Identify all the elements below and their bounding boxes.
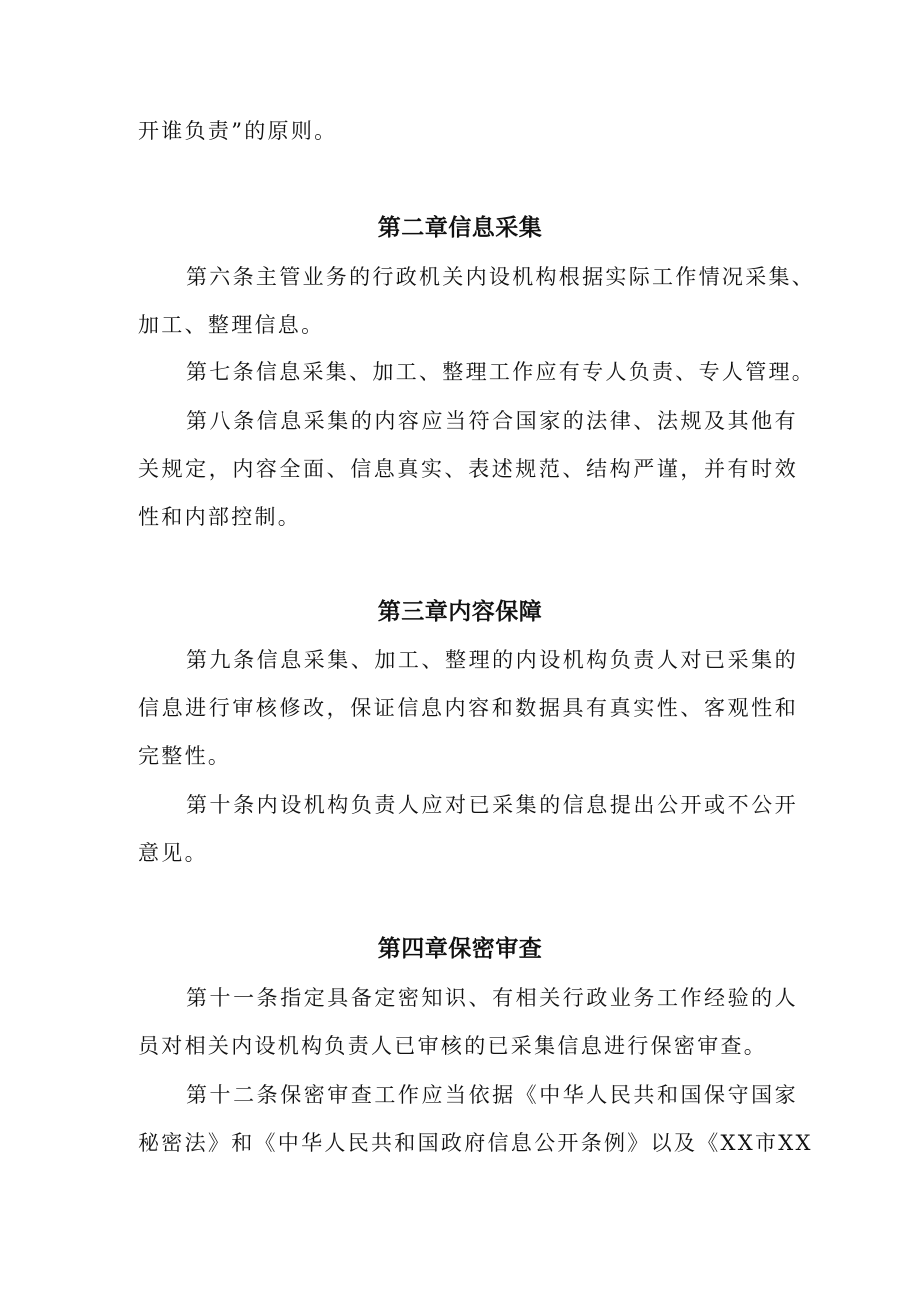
chapter-2-heading: 第二章信息采集: [377, 215, 543, 241]
article-8-line-3: 性和内部控制。: [138, 505, 302, 529]
article-8-line-2: 关规定，内容全面、信息真实、表述规范、结构严谨，并有时效: [138, 457, 798, 481]
article-8-line-1: 第八条信息采集的内容应当符合国家的法律、法规及其他有: [186, 409, 798, 433]
article-12-line-2: 秘密法》和《中华人民共和国政府信息公开条例》以及《XX市XX: [138, 1131, 813, 1155]
chapter-3-heading: 第三章内容保障: [377, 599, 543, 625]
article-12-line-1: 第十二条保密审查工作应当依据《中华人民共和国保守国家: [186, 1083, 798, 1107]
article-11-line-2: 员对相关内设机构负责人已审核的已采集信息进行保密审查。: [138, 1034, 768, 1058]
article-11-line-1: 第十一条指定具备定密知识、有相关行政业务工作经验的人: [186, 986, 798, 1010]
article-9-line-3: 完整性。: [138, 744, 232, 768]
article-7-line-1: 第七条信息采集、加工、整理工作应有专人负责、专人管理。: [186, 360, 816, 384]
chapter-4-heading: 第四章保密审查: [377, 936, 543, 962]
article-6-line-2: 加工、整理信息。: [138, 313, 325, 337]
article-10-line-1: 第十条内设机构负责人应对已采集的信息提出公开或不公开: [186, 793, 798, 817]
article-9-line-1: 第九条信息采集、加工、整理的内设机构负责人对已采集的: [186, 648, 798, 672]
article-9-line-2: 信息进行审核修改，保证信息内容和数据具有真实性、客观性和: [138, 696, 798, 720]
intro-line-1: 开谁负责”的原则。: [138, 119, 338, 143]
article-10-line-2: 意见。: [138, 841, 208, 865]
article-6-line-1: 第六条主管业务的行政机关内设机构根据实际工作情况采集、: [186, 265, 816, 289]
